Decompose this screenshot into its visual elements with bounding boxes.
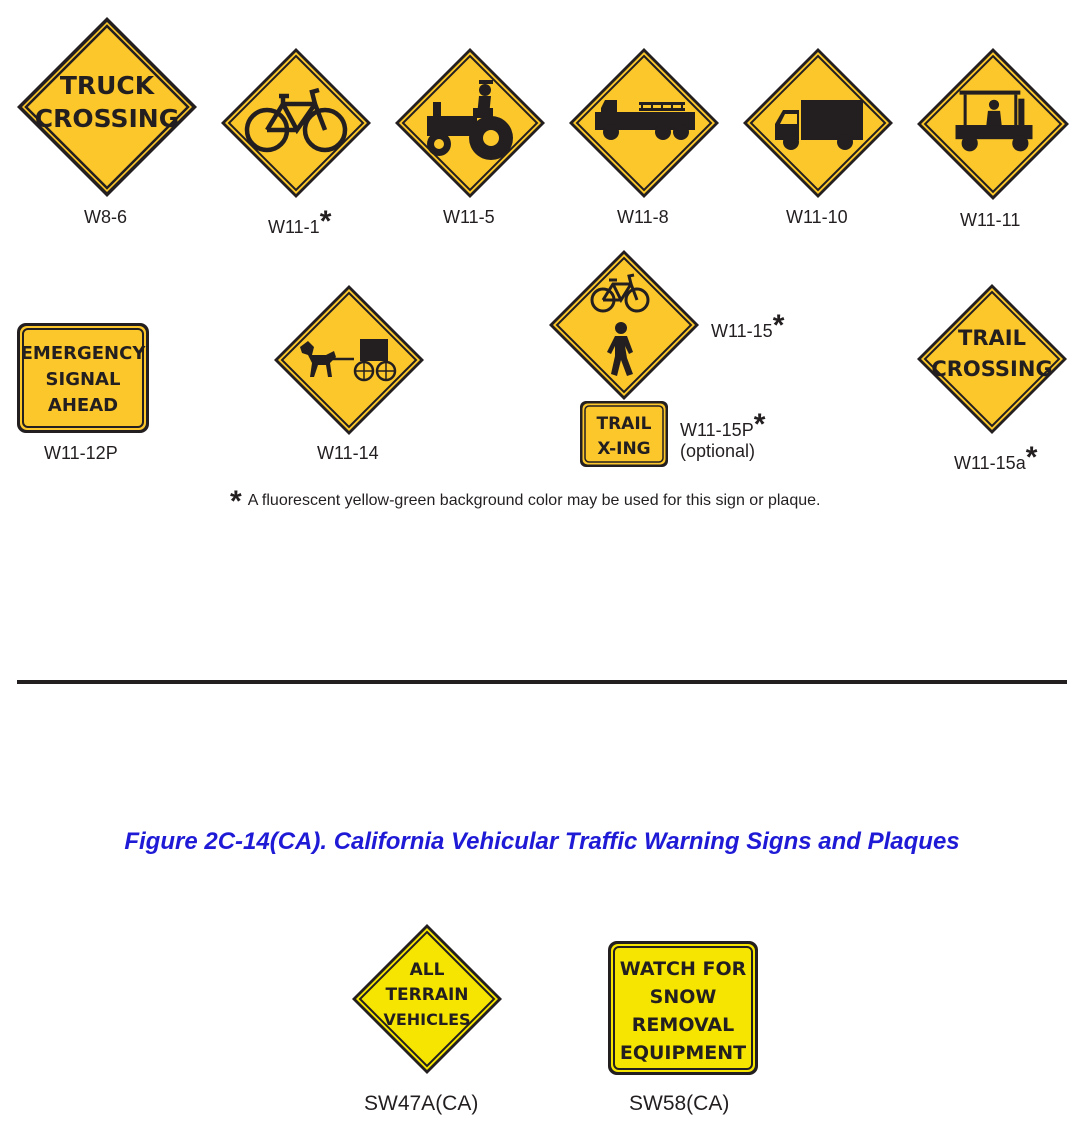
sign-sw58-ca	[607, 940, 759, 1076]
sign-w8-6	[14, 14, 200, 200]
asterisk-icon: *	[753, 408, 766, 441]
sign-legend-line: X-ING	[597, 439, 651, 459]
sign-code-w11-14: W11-14	[317, 443, 379, 463]
sign-legend-line: CROSSING	[931, 357, 1053, 381]
sign-code-w11-10: W11-10	[786, 207, 848, 227]
sign-legend-line: VEHICLES	[383, 1010, 471, 1029]
sign-code-sw58-ca: SW58(CA)	[629, 1092, 730, 1115]
optional-qualifier: (optional)	[680, 441, 756, 461]
sign-legend-line: TRAIL	[596, 414, 652, 434]
sign-legend-line: EQUIPMENT	[619, 1042, 747, 1064]
sign-w11-12p	[16, 322, 150, 434]
figure-caption: Figure 2C-14(CA). California Vehicular Traffic Warning Signs and Plaques	[124, 828, 960, 855]
sign-legend-line: CROSSING	[34, 104, 180, 133]
sign-w11-15	[547, 248, 701, 402]
sign-code-w11-15a: W11-15a*	[954, 441, 1038, 474]
sign-code-w11-8: W11-8	[617, 207, 669, 227]
sign-legend-line: EMERGENCY	[20, 343, 146, 364]
sign-legend-line: REMOVAL	[631, 1014, 735, 1036]
sign-w11-15p	[579, 400, 669, 468]
sign-code-w11-1: W11-1*	[268, 205, 332, 238]
footnote	[230, 487, 820, 517]
sign-legend-line: TRAIL	[958, 326, 1026, 350]
sign-w11-14	[272, 283, 426, 437]
sign-code-w11-15p: W11-15P* (optional)	[680, 408, 766, 461]
sign-legend-line: ALL	[409, 960, 445, 980]
section-divider	[17, 680, 1067, 684]
sign-w11-15a	[915, 282, 1069, 436]
sign-w11-8	[567, 46, 721, 200]
asterisk-icon: *	[772, 309, 785, 342]
footnote-text: A fluorescent yellow-green background color may be used for this sign or plaque.	[247, 492, 821, 509]
asterisk-icon: *	[230, 485, 242, 518]
sign-legend-line: WATCH FOR	[619, 958, 747, 980]
sign-code-w8-6: W8-6	[84, 207, 128, 227]
sign-code-w11-11: W11-11	[960, 210, 1021, 230]
sign-legend-line: TERRAIN	[385, 985, 469, 1005]
sign-w11-5	[393, 46, 547, 200]
sign-legend-line: TRUCK	[59, 71, 155, 100]
sign-legend-line: AHEAD	[47, 395, 119, 416]
sign-code-w11-15: W11-15*	[711, 309, 785, 342]
sign-w11-11	[915, 46, 1071, 202]
sign-sw47a-ca	[350, 922, 504, 1076]
sign-w11-10	[741, 46, 895, 200]
sign-w11-1	[219, 46, 373, 200]
sign-code-w11-12p: W11-12P	[44, 443, 118, 463]
sign-legend-line: SNOW	[649, 986, 717, 1008]
sign-legend-line: SIGNAL	[45, 369, 121, 390]
asterisk-icon: *	[1025, 441, 1038, 474]
sign-code-w11-5: W11-5	[443, 207, 495, 227]
asterisk-icon: *	[319, 205, 332, 238]
sign-code-sw47a-ca: SW47A(CA)	[364, 1092, 479, 1115]
